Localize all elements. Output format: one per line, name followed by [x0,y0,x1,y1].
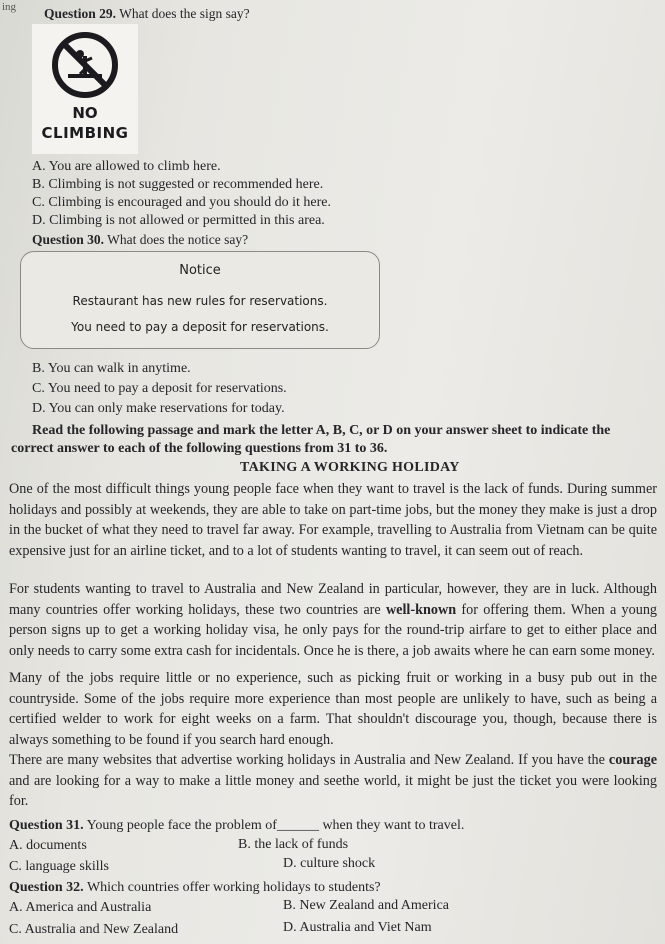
q31-option-a: A. documents [9,838,87,853]
question-32-label: Question 32. [9,880,84,895]
corner-mark: ing [2,1,17,13]
q32-option-b: B. New Zealand and America [283,898,449,913]
q29-option-b: B. Climbing is not suggested or recommended here. [32,177,324,192]
passage-paragraph-4 [9,750,657,812]
q32-option-d: D. Australia and Viet Nam [283,920,432,935]
notice-line-2: You need to pay a deposit for reservations. [71,320,329,334]
question-30-header [32,232,248,248]
p2-bold-word: well-known [385,601,457,618]
passage-paragraph-2 [9,579,657,661]
p2-part-2: for offering them. When a young person signs up to get a working holiday visa, he only pays for the round-trip airfare to get to either place and only needs to carry some extra cash for incidentals. Once he is there, a job awaits where he can earn some money. [9,601,658,659]
p4-bold-word: courage [608,752,657,768]
sign-text-climbing: CLIMBING [41,124,129,142]
q31-option-d: D. culture shock [283,856,376,871]
question-30-label: Question 30. [32,232,105,247]
passage-paragraph-1: One of the most difficult things young people face when they want to travel is the lack of funds. During summer holidays and possibly at weekends, they are able to take on part-time jobs, but the money they make is just a drop in the bucket of what they need to travel far away. For example, travelling to Australia from Vietnam can be quite expensive just for an airline ticket, and to a lot of students wanting to travel, it can seem out of reach. [9,481,657,559]
restaurant-notice [20,251,380,349]
p4-part-2: and are looking for a way to make a little money and seethe world, it might be just the ticket you were looking for. [9,772,657,810]
no-climbing-sign [32,24,138,154]
question-31-text-2: when they want to travel. [322,818,465,833]
q32-option-c: C. Australia and New Zealand [9,922,179,937]
q30-option-d: D. You can only make reservations for today. [32,401,285,416]
question-29-text: What does the sign say? [119,6,250,21]
question-30-text: What does the notice say? [107,232,249,247]
q29-option-d: D. Climbing is not allowed or permitted in this area. [32,213,325,228]
q31-option-b: B. the lack of funds [238,837,349,852]
question-29-label: Question 29. [44,6,117,21]
passage-title: TAKING A WORKING HOLIDAY [240,460,460,475]
notice-title: Notice [179,263,221,278]
sign-text-no: NO [72,104,98,122]
q30-option-c: C. You need to pay a deposit for reservations. [32,381,287,396]
no-climbing-icon [50,30,120,100]
instruction-line-1: Read the following passage and mark the letter A, B, C, or D on your answer sheet to indicate the [32,423,611,438]
question-32-text: Which countries offer working holidays to students? [86,880,381,895]
instruction-line-2: correct answer to each of the following questions from 31 to 36. [11,441,388,456]
notice-line-1: Restaurant has new rules for reservations. [72,294,328,308]
q29-option-c: C. Climbing is encouraged and you should do it here. [32,195,332,210]
q30-option-b: B. You can walk in anytime. [32,361,191,376]
q31-option-c: C. language skills [9,859,109,874]
question-31-text-1: Young people face the problem of [86,818,277,833]
passage-paragraph-3: Many of the jobs require little or no experience, such as picking fruit or working in a busy pub out in the countryside. Some of the jobs require more experience than most people are unlikely to have, such as being a certified welder to work for eight weeks on a farm. That shouldn't discourage you, though, because there is always something to be found if you search hard enough. [9,670,657,748]
p4-part-1: There are many websites that advertise working holidays in Australia and New Zealand. If you have the [9,752,609,768]
question-31-header [9,818,464,834]
question-31-label: Question 31. [9,818,84,833]
p2-part-1: For students wanting to travel to Australia and New Zealand in particular, however, they are in luck. Although many countries offer working holidays, these two countries are [9,581,657,618]
question-31-blank: ______ [276,818,319,833]
question-29-header [44,6,250,22]
q32-option-a: A. America and Australia [9,900,152,915]
q29-option-a: A. You are allowed to climb here. [32,159,221,174]
question-32-header [9,880,381,896]
